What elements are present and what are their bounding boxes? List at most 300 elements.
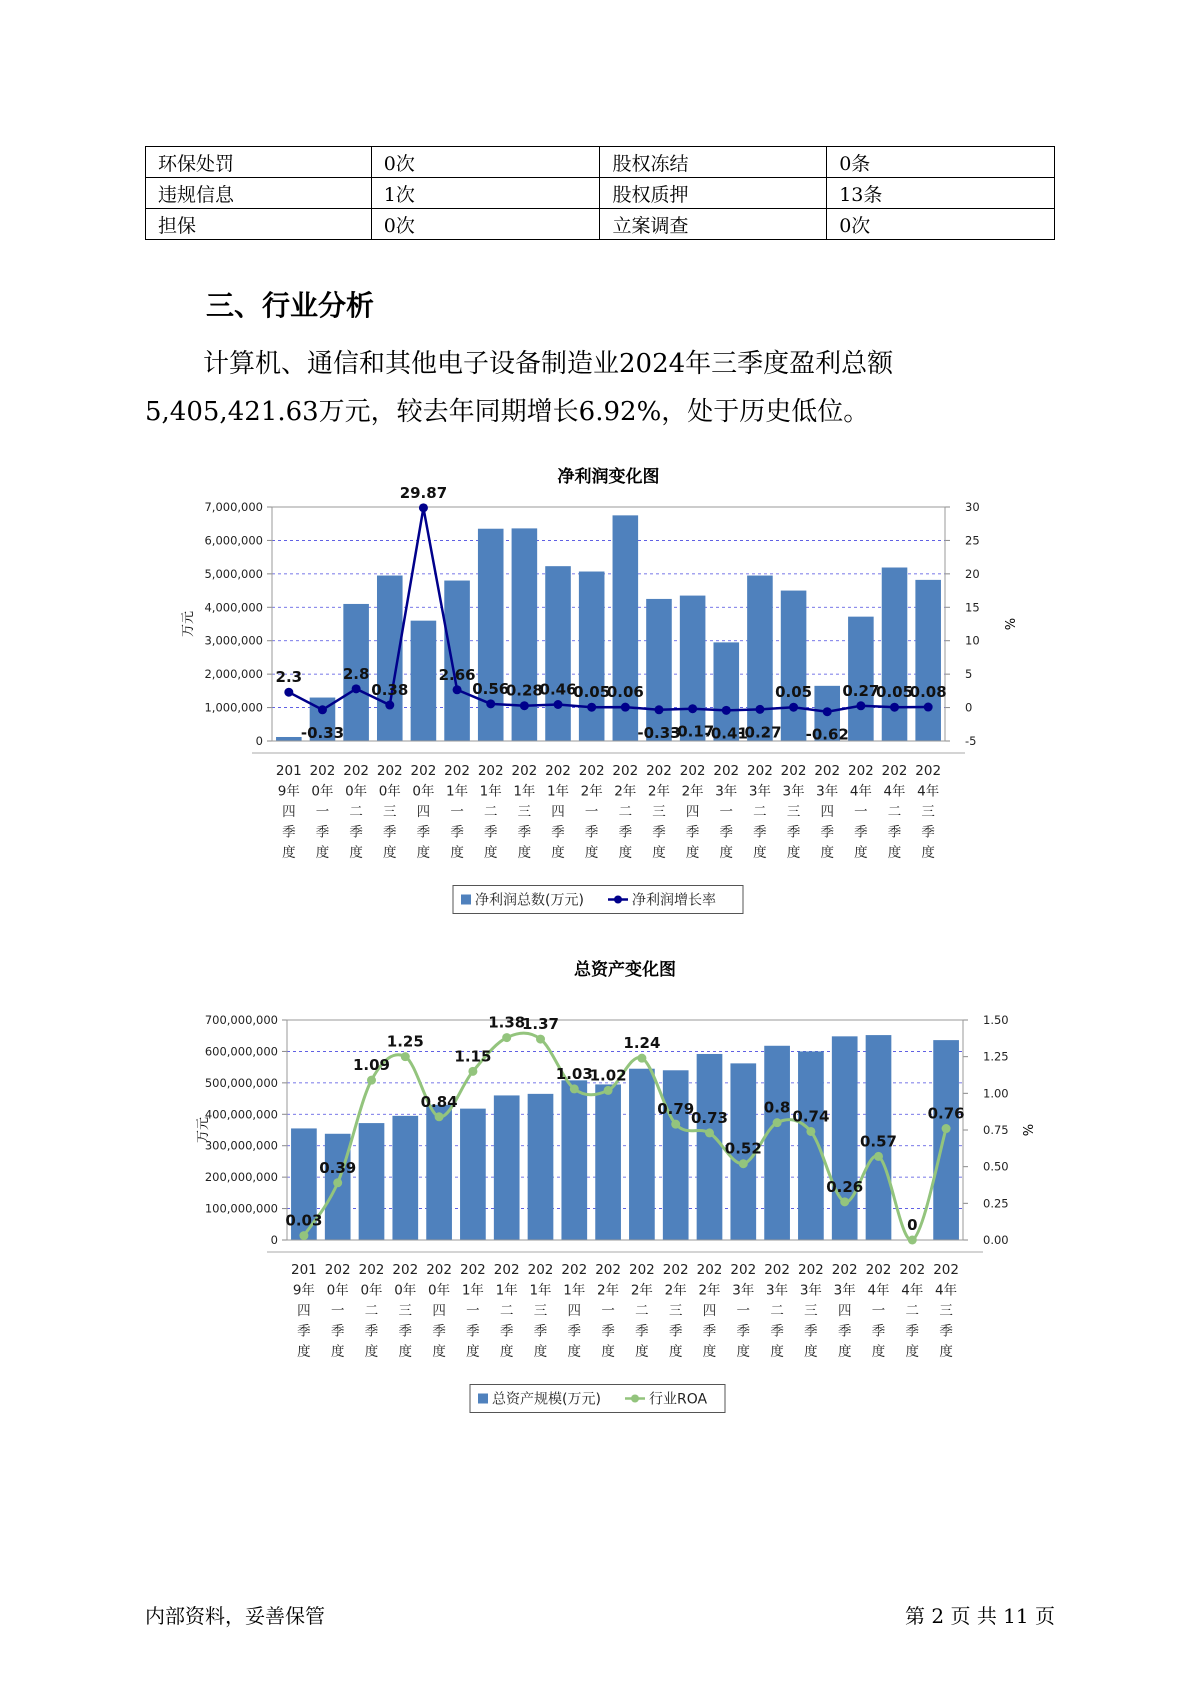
x-tick-label: 一 (330, 1303, 345, 1319)
y-right-tick-label: -5 (965, 734, 977, 748)
x-tick-label: 季 (551, 824, 565, 841)
bar (848, 617, 874, 741)
data-label: 2.3 (275, 668, 303, 687)
x-tick-label: 四 (432, 1303, 446, 1319)
x-tick-label: 二 (770, 1303, 784, 1319)
legend-swatch-point (614, 896, 622, 904)
line-point (284, 688, 293, 697)
x-tick-label: 度 (635, 1344, 649, 1360)
x-tick-label: 季 (820, 824, 834, 841)
line-point (333, 1178, 342, 1187)
line-point (587, 703, 596, 712)
x-tick-label: 度 (315, 845, 330, 861)
x-tick-label: 度 (820, 845, 834, 861)
x-tick-label: 度 (719, 845, 734, 861)
x-tick-label: 二 (349, 804, 363, 820)
data-label: 29.87 (399, 483, 448, 502)
y-left-tick-label: 6,000,000 (204, 533, 263, 548)
x-tick-label: 202 (764, 1262, 790, 1278)
data-label: 0.56 (472, 679, 510, 698)
x-tick-label: 季 (786, 824, 801, 841)
y-left-axis-label: 万元 (196, 1116, 211, 1144)
line-point (924, 703, 933, 712)
x-tick-label: 季 (871, 1323, 886, 1340)
y-left-tick-label: 100,000,000 (204, 1201, 278, 1216)
x-tick-label: 3年 (732, 1282, 755, 1299)
line-point (755, 705, 764, 714)
x-tick-label: 季 (854, 824, 868, 841)
x-tick-label: 季 (432, 1323, 446, 1340)
x-tick-label: 2年 (681, 783, 704, 800)
data-label: 2.66 (438, 665, 476, 684)
x-tick-label: 202 (511, 763, 538, 779)
data-label: 1.24 (623, 1034, 661, 1053)
x-tick-label: 4年 (901, 1282, 924, 1299)
bar (392, 1116, 418, 1240)
bar (478, 529, 504, 741)
footer-page-number: 第 2 页 共 11 页 (905, 1604, 1055, 1628)
line-point (773, 1118, 782, 1127)
x-tick-label: 3年 (833, 1282, 856, 1299)
data-label: 0.08 (909, 683, 947, 702)
line-point (318, 705, 327, 714)
x-tick-label: 202 (831, 1262, 858, 1278)
chart-title: 净利润变化图 (557, 467, 660, 487)
y-left-tick-label: 200,000,000 (204, 1170, 278, 1185)
x-tick-label: 度 (786, 845, 801, 861)
x-tick-label: 四 (551, 804, 565, 820)
x-tick-label: 度 (533, 1344, 548, 1360)
bar (663, 1070, 689, 1240)
x-tick-label: 202 (358, 1262, 385, 1278)
x-tick-label: 1年 (479, 783, 502, 800)
data-label: -0.17 (671, 722, 715, 741)
x-tick-label: 2年 (664, 1282, 687, 1299)
y-left-tick-label: 7,000,000 (204, 500, 263, 514)
legend-label-bar: 净利润总数(万元) (475, 892, 584, 909)
x-tick-label: 202 (646, 763, 672, 779)
x-tick-label: 202 (561, 1262, 588, 1278)
x-tick-label: 度 (854, 845, 868, 861)
x-tick-label: 度 (652, 845, 666, 861)
x-tick-label: 三 (652, 804, 666, 820)
data-label: -0.33 (300, 723, 345, 742)
data-label: 0.27 (842, 681, 880, 700)
data-label: 0.06 (606, 683, 644, 702)
x-tick-label: 1年 (546, 783, 570, 800)
line-point (789, 703, 798, 712)
x-tick-label: 度 (584, 845, 599, 861)
x-tick-label: 度 (736, 1344, 751, 1360)
x-tick-label: 度 (905, 1344, 920, 1360)
data-label: 0.76 (927, 1104, 965, 1123)
table-cell-value: 1次 (371, 178, 600, 209)
x-tick-label: 度 (483, 845, 498, 861)
x-tick-label: 202 (730, 1262, 757, 1278)
line-point (299, 1231, 308, 1240)
bar (764, 1046, 790, 1240)
data-label: 1.02 (589, 1066, 627, 1085)
x-tick-label: 2年 (630, 1282, 653, 1299)
y-right-tick-label: 0.75 (983, 1123, 1009, 1137)
data-label: 0.28 (505, 681, 543, 700)
x-tick-label: 202 (343, 763, 370, 779)
x-tick-label: 度 (330, 1344, 345, 1360)
y-right-tick-label: 1.00 (983, 1086, 1009, 1101)
line-point (419, 503, 428, 512)
y-right-tick-label: 0.25 (983, 1196, 1009, 1211)
x-tick-label: 3年 (782, 783, 805, 800)
bar (832, 1036, 858, 1240)
y-right-tick-label: 15 (965, 600, 980, 615)
bar (697, 1054, 723, 1240)
line-point (654, 705, 663, 714)
x-tick-label: 0年 (378, 783, 401, 800)
bar (579, 572, 605, 741)
table-row (146, 147, 1055, 178)
x-tick-label: 度 (398, 1344, 413, 1360)
paragraph-line-2: 5,405,421.63万元，较去年同期增长6.92%，处于历史低位。 (145, 397, 870, 427)
x-tick-label: 三 (668, 1303, 683, 1319)
x-tick-label: 一 (736, 1303, 751, 1319)
x-tick-label: 0年 (394, 1282, 417, 1299)
footer-confidential: 内部资料，妥善保管 (145, 1604, 325, 1628)
x-tick-label: 季 (702, 1323, 717, 1340)
line-point (367, 1076, 376, 1085)
x-tick-label: 202 (629, 1262, 655, 1278)
legend-swatch-bar (478, 1394, 488, 1404)
legend-label-line: 行业ROA (649, 1391, 708, 1408)
line-point (520, 701, 529, 710)
bar (444, 581, 470, 741)
x-tick-label: 202 (865, 1262, 892, 1278)
x-tick-label: 0年 (412, 783, 435, 800)
x-tick-label: 202 (324, 1262, 351, 1278)
y-left-tick-label: 0 (255, 734, 263, 748)
x-tick-label: 9年 (277, 783, 300, 800)
x-tick-label: 度 (685, 845, 700, 861)
x-tick-label: 季 (887, 824, 902, 841)
x-tick-label: 4年 (935, 1282, 958, 1299)
table-cell-label: 担保 (146, 209, 372, 240)
x-tick-label: 度 (887, 845, 902, 861)
line-point (806, 1127, 815, 1136)
line-point (637, 1054, 646, 1063)
x-tick-label: 度 (383, 845, 397, 861)
x-tick-label: 度 (668, 1344, 683, 1360)
x-tick-label: 1年 (495, 1282, 518, 1299)
table-cell-label: 违规信息 (146, 178, 372, 209)
x-tick-label: 4年 (849, 783, 872, 800)
x-tick-label: 202 (899, 1262, 926, 1278)
x-tick-label: 度 (282, 845, 296, 861)
data-label: 1.09 (352, 1056, 391, 1075)
x-tick-label: 季 (398, 1323, 413, 1340)
plot-frame (272, 507, 945, 741)
x-tick-label: 三 (786, 804, 801, 820)
x-tick-label: 四 (702, 1303, 717, 1319)
y-right-tick-label: 10 (965, 633, 980, 648)
x-tick-label: 1年 (529, 1282, 552, 1299)
bar (747, 576, 773, 741)
x-tick-label: 202 (493, 1262, 520, 1278)
line-point (435, 1112, 444, 1121)
table-cell-value: 13条 (827, 178, 1055, 209)
x-tick-label: 度 (551, 845, 565, 861)
y-left-tick-label: 300,000,000 (204, 1138, 278, 1153)
x-tick-label: 202 (679, 763, 706, 779)
line-point (554, 700, 563, 709)
data-label: 0.57 (859, 1132, 898, 1151)
table-cell-value: 0次 (827, 209, 1055, 240)
legend-label-line: 净利润增长率 (632, 892, 716, 909)
x-tick-label: 度 (921, 845, 935, 861)
bar (545, 566, 571, 741)
y-right-axis-label: % (1001, 617, 1016, 631)
table-row (146, 178, 1055, 209)
x-tick-label: 202 (410, 763, 437, 779)
line-point (621, 703, 630, 712)
y-right-tick-label: 0.50 (983, 1159, 1009, 1174)
x-tick-label: 202 (460, 1262, 486, 1278)
x-tick-label: 季 (517, 824, 532, 841)
y-left-tick-label: 500,000,000 (204, 1075, 278, 1090)
bar (933, 1040, 959, 1240)
data-label: 0.46 (539, 680, 577, 699)
x-tick-label: 季 (804, 1323, 818, 1340)
x-tick-label: 季 (770, 1323, 784, 1340)
x-tick-label: 1年 (513, 783, 536, 800)
x-tick-label: 季 (466, 1323, 480, 1340)
data-label: 1.15 (454, 1047, 492, 1066)
line-point (453, 685, 462, 694)
x-tick-label: 三 (921, 804, 935, 820)
legend-swatch-point (631, 1395, 639, 1403)
paragraph-line-1: 计算机、通信和其他电子设备制造业2024年三季度盈利总额 (203, 349, 894, 379)
x-tick-label: 二 (905, 1303, 920, 1319)
x-tick-label: 2年 (698, 1282, 721, 1299)
y-right-tick-label: 0.00 (983, 1233, 1009, 1247)
x-tick-label: 季 (601, 1323, 615, 1340)
x-tick-label: 201 (291, 1262, 317, 1278)
x-tick-label: 四 (685, 804, 700, 820)
y-left-tick-label: 400,000,000 (204, 1107, 278, 1122)
x-tick-label: 0年 (311, 783, 334, 800)
x-tick-label: 三 (533, 1303, 548, 1319)
x-tick-label: 度 (416, 845, 431, 861)
y-left-tick-label: 2,000,000 (204, 667, 263, 682)
x-tick-label: 度 (364, 1344, 379, 1360)
x-tick-label: 度 (770, 1344, 784, 1360)
data-label: 1.38 (488, 1013, 526, 1032)
x-tick-label: 三 (383, 804, 397, 820)
x-tick-label: 度 (450, 845, 464, 861)
table-cell-label: 股权质押 (600, 178, 827, 209)
x-tick-label: 3年 (766, 1282, 789, 1299)
x-tick-label: 季 (618, 824, 633, 841)
bar (595, 1084, 621, 1240)
x-tick-label: 202 (527, 1262, 554, 1278)
x-tick-label: 一 (601, 1303, 615, 1319)
line-point (856, 701, 865, 710)
x-tick-label: 季 (567, 1323, 582, 1340)
line-point (840, 1197, 849, 1206)
x-tick-label: 度 (432, 1344, 446, 1360)
line-point (401, 1052, 410, 1061)
x-tick-label: 一 (719, 804, 734, 820)
x-tick-label: 季 (450, 824, 464, 841)
x-tick-label: 季 (736, 1323, 751, 1340)
x-tick-label: 1年 (461, 1282, 484, 1299)
risk-info-table (145, 146, 1055, 240)
bar (781, 591, 807, 741)
x-tick-label: 二 (887, 804, 902, 820)
x-tick-label: 度 (702, 1344, 717, 1360)
x-tick-label: 202 (392, 1262, 419, 1278)
data-label: 1.37 (521, 1015, 560, 1034)
bar (494, 1095, 520, 1240)
x-tick-label: 1年 (446, 783, 469, 800)
x-tick-label: 度 (517, 845, 532, 861)
x-tick-label: 度 (466, 1344, 480, 1360)
x-tick-label: 季 (921, 824, 935, 841)
x-tick-label: 202 (696, 1262, 723, 1278)
data-label: 0 (907, 1216, 918, 1234)
x-tick-label: 季 (652, 824, 666, 841)
bar (460, 1109, 486, 1240)
x-tick-label: 季 (719, 824, 734, 841)
x-tick-label: 一 (466, 1303, 480, 1319)
x-tick-label: 季 (685, 824, 700, 841)
x-tick-label: 2年 (580, 783, 603, 800)
line-point (352, 684, 361, 693)
y-right-tick-label: 25 (965, 533, 980, 548)
x-tick-label: 202 (780, 763, 807, 779)
x-tick-label: 季 (282, 824, 296, 841)
x-tick-label: 202 (915, 763, 942, 779)
data-label: 0.52 (724, 1139, 762, 1158)
x-tick-label: 二 (499, 1303, 514, 1319)
bar (359, 1123, 385, 1240)
line-point (604, 1086, 613, 1095)
bar (680, 596, 706, 741)
x-tick-label: 季 (939, 1323, 953, 1340)
x-tick-label: 季 (533, 1323, 548, 1340)
table-cell-value: 0次 (371, 209, 600, 240)
line-point (570, 1084, 579, 1093)
line-point (722, 706, 731, 715)
data-label: 2.8 (342, 664, 370, 683)
bar (629, 1069, 655, 1240)
x-tick-label: 2年 (647, 783, 671, 800)
bar (528, 1094, 554, 1240)
x-tick-label: 季 (330, 1323, 345, 1340)
x-tick-label: 季 (635, 1323, 649, 1340)
table-row (146, 209, 1055, 240)
bar (411, 621, 437, 741)
x-tick-label: 季 (364, 1323, 379, 1340)
table-cell-label: 环保处罚 (146, 147, 372, 178)
y-right-tick-label: 0 (965, 700, 973, 715)
y-left-tick-label: 3,000,000 (204, 633, 263, 648)
x-tick-label: 二 (618, 804, 633, 820)
data-label: -0.62 (805, 725, 849, 744)
x-tick-label: 202 (376, 763, 403, 779)
x-tick-label: 季 (584, 824, 599, 841)
line-point (823, 707, 832, 716)
net-profit-chart (0, 455, 1191, 909)
x-tick-label: 2年 (597, 1282, 620, 1299)
x-tick-label: 三 (517, 804, 532, 820)
x-tick-label: 一 (584, 804, 599, 820)
line-point (486, 699, 495, 708)
line-point (536, 1035, 545, 1044)
y-right-tick-label: 5 (965, 667, 973, 682)
x-tick-label: 季 (383, 824, 397, 841)
line-point (739, 1159, 748, 1168)
x-tick-label: 202 (847, 763, 874, 779)
table-cell-value: 0条 (827, 147, 1055, 178)
analysis-paragraph (145, 340, 1055, 436)
data-label: 0.26 (826, 1177, 864, 1196)
line-point (468, 1067, 477, 1076)
y-left-tick-label: 700,000,000 (204, 1013, 278, 1027)
line-point (890, 703, 899, 712)
x-tick-label: 四 (282, 804, 296, 820)
data-label: 0.79 (657, 1100, 695, 1119)
legend-label-bar: 总资产规模(万元) (492, 1391, 601, 1408)
x-tick-label: 202 (578, 763, 605, 779)
bar (882, 568, 908, 741)
x-tick-label: 0年 (345, 783, 368, 800)
x-tick-label: 四 (416, 804, 431, 820)
line-point (385, 701, 394, 710)
x-tick-label: 202 (814, 763, 841, 779)
x-tick-label: 201 (275, 763, 302, 779)
data-label: 0.8 (763, 1098, 791, 1117)
x-tick-label: 202 (933, 1262, 959, 1278)
table-cell-value: 0次 (371, 147, 600, 178)
x-tick-label: 4年 (917, 783, 940, 800)
x-tick-label: 0年 (428, 1282, 451, 1299)
x-tick-label: 3年 (748, 783, 771, 800)
bar (276, 737, 302, 741)
x-tick-label: 1年 (563, 1282, 586, 1299)
x-tick-label: 4年 (867, 1282, 890, 1299)
data-label: 0.74 (792, 1107, 830, 1126)
plot-frame (287, 1020, 963, 1240)
y-right-tick-label: 20 (965, 566, 980, 581)
x-tick-label: 2年 (614, 783, 637, 800)
x-tick-label: 度 (837, 1344, 852, 1360)
table-cell-label: 立案调查 (600, 209, 827, 240)
y-left-tick-label: 4,000,000 (204, 600, 263, 615)
line-point (908, 1236, 917, 1245)
x-tick-label: 3年 (715, 783, 738, 800)
x-tick-label: 季 (837, 1323, 852, 1340)
data-label: -0.33 (637, 723, 681, 742)
legend-swatch-bar (461, 895, 471, 905)
x-tick-label: 4年 (883, 783, 906, 800)
x-tick-label: 四 (297, 1303, 311, 1319)
x-tick-label: 度 (939, 1344, 953, 1360)
x-tick-label: 202 (595, 1262, 621, 1278)
x-tick-label: 季 (905, 1323, 920, 1340)
x-tick-label: 9年 (292, 1282, 315, 1299)
table-cell-label: 股权冻结 (600, 147, 827, 178)
x-tick-label: 一 (871, 1303, 886, 1319)
x-tick-label: 一 (854, 804, 868, 820)
